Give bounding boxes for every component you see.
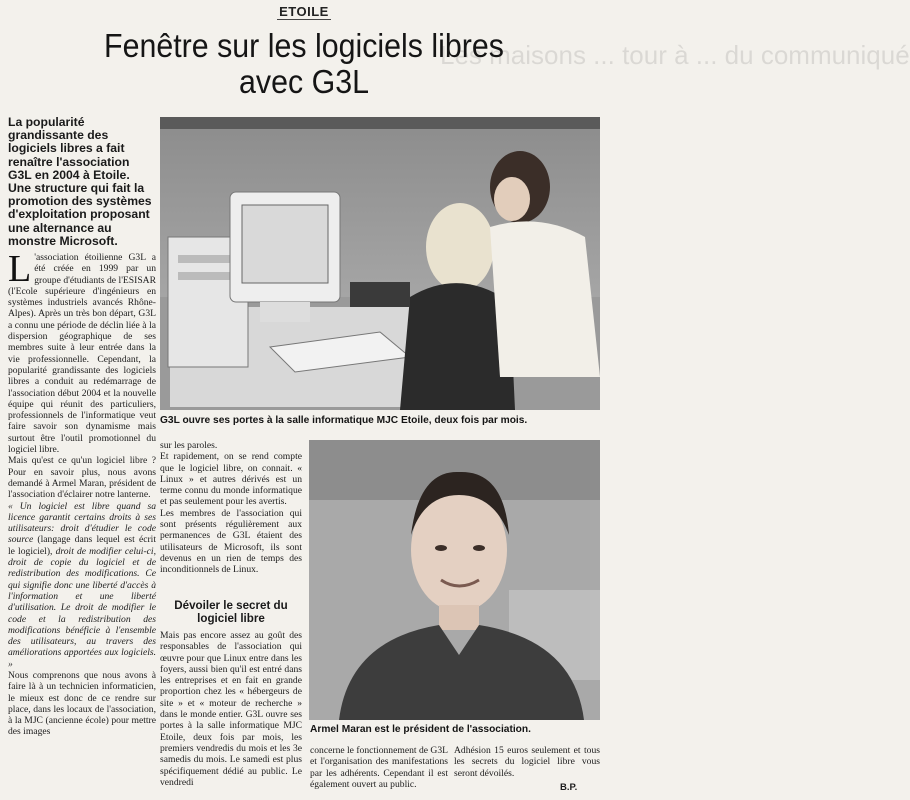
col1-paragraph-3: Nous comprenons que nous avons à faire là à un technicien informaticien, le mieux est donc de ce rendre sur place, dans les locaux de l'association, à la MJC (ancienne école) pour mettre des images <box>8 669 156 738</box>
col1-quote: « Un logiciel est libre quand sa licence garantit certains droits à ses utilisateurs: droit d'étudier le code source (langage dans lequel est écrit le logiciel), droit de modifier celui-ci, droit de copie du logiciel et de redistribution des modifications. Ce qui signifie donc une liberté d'accès à l'information et une liberté d'utilisation. Le droit de modifier le code et la redistribution des modifications bénéficie à l'ensemble des utilisateurs, au travers des améliorations apportées aux logiciels. » <box>8 500 156 670</box>
col2-paragraph-3: Les membres de l'association qui sont présents régulièrement aux permanences de G3L étaient des utilisateurs de Microsoft, ils sont devenus en un rien de temps des inconditionnels de Linux. <box>160 507 302 576</box>
col2-paragraph-2: Et rapidement, on se rend compte que le logiciel libre, on connait. « Linux » et autres dérivés est un terme connu du monde informatique et pas seulement pour les avertis. <box>160 451 302 508</box>
bleed-through-text: Les maisons ... tour à ... du communiqué <box>440 40 910 70</box>
column-4: Adhésion 15 euros seulement et tous les secrets du logiciel libre vous seront dévoilés. <box>454 745 600 779</box>
byline: B.P. <box>560 782 578 793</box>
column-3: concerne le fonctionnement de G3L et l'organisation des manifestations par les adhérents. Cependant il est également ouvert au public. <box>310 745 448 790</box>
column-2 <box>160 440 302 600</box>
photo-caption-2: Armel Maran est le président de l'association. <box>310 724 531 735</box>
col2b-paragraph-1: Mais pas encore assez au goût des responsables de l'association qui œuvre pour que Linux entre dans les foyers, aussi bien qu'il est entré dans les entreprises et en fait en grande proportion chez les « hébergeurs de site » et « moteur de recherche » dans le monde entier. G3L ouvre ses portes à la salle informatique MJC Etoile, deux fois par mois, les premiers vendredis du mois et les 3e samedis du mois. Le samedi est plus spécifiquement dédié au public. Le vendredi <box>160 630 302 788</box>
headline-line-2: avec G3L <box>239 63 369 100</box>
col1-paragraph-1: 'association étoilienne G3L a été créée en 1999 par un groupe d'étudiants de l'ESISAR (l'Ecole supérieure d'ingénieurs en systèmes industriels avancés Rhône-Alpes). Après un très bon départ, G3L a connu une période de déclin liée à la dispersion géographique de ses membres suite à leur entrée dans la vie professionnelle. Cependant, la popularité grandissante des logiciels libres a conduit au redémarrage de l'association début 2004 et la nouvelle équipe qui réunit des particuliers, professionnels de l'informatique veut faire savoir son dynamisme mais surtout être l'outil promotionnel du logiciel libre. <box>8 252 156 456</box>
drop-cap: L <box>8 248 32 290</box>
col2-paragraph-1: sur les paroles. <box>160 440 218 451</box>
headline <box>34 28 575 100</box>
lead-paragraph: La popularité grandissante des logiciels libres a fait renaître l'association G3L en 2004 à Etoile. Une structure qui fait la promotion des systèmes d'exploitation proposant une alternance au monstre Microsoft. <box>8 115 152 248</box>
col1-paragraph-2: Mais qu'est ce qu'un logiciel libre ? Pour en savoir plus, nous avons demandé à Armel Maran, président de l'association d'éclairer notre lanterne. <box>8 455 156 501</box>
headline-line-1: Fenêtre sur les logiciels libres <box>104 27 504 64</box>
section-label: ETOILE <box>279 4 329 19</box>
photo-caption-1: G3L ouvre ses portes à la salle informatique MJC Etoile, deux fois par mois. <box>160 415 528 426</box>
column-1 <box>8 248 156 797</box>
photo-computer-room <box>160 117 600 410</box>
portrait-illustration <box>309 440 600 720</box>
photo-portrait <box>309 440 600 720</box>
column-2-continued <box>160 630 302 798</box>
computer-workstation-illustration <box>160 117 600 410</box>
subheading: Dévoiler le secret du logiciel libre <box>174 599 288 625</box>
